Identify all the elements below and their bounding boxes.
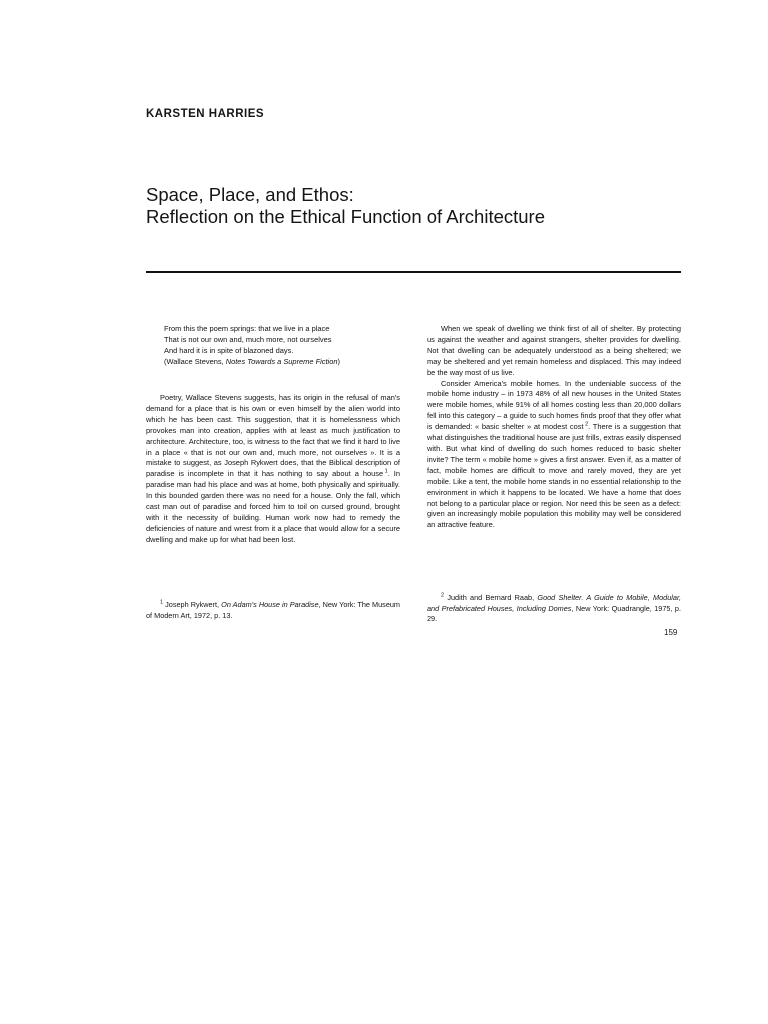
title-line-2: Reflection on the Ethical Function of Architecture	[146, 206, 545, 227]
footnote-reference: 1	[384, 468, 388, 475]
left-column-body	[146, 393, 400, 546]
footnote-2: $^2$ Judith and Bernard Raab, Good Shelter. A Guide to Mobile, Modular, and Prefabricated Houses, Including Domes, New York: Quadrangle, 1975, p. 29.	[427, 592, 682, 624]
footnote-reference: 2	[585, 421, 589, 428]
title-divider	[146, 271, 681, 273]
author-name: KARSTEN HARRIES	[146, 108, 265, 120]
body-paragraph: Consider America's mobile homes. In the undeniable success of the mobile home industry – in 1973 48% of all new houses in the United States were mobile homes, while 91% of all homes costing less than 20,000 dollars fell into this category – a guide to such homes finds proof that they offer what is demanded: « basic shelter » at modest cost $^2$. There is a suggestion that what distinguishes the traditional house are just frills, extras easily dispensed with. But what kind of dwelling do such homes reduced to basic shelter invite? The term « mobile home » gives a first answer. Even if, as a matter of fact, mobile homes are difficult to move and rarely moved, they are yet mobile. Like a tent, the mobile home stands in no essential relationship to the environment in which it happens to be located. We have a home that does not belong to a particular place or region. Nor need this be seen as a defect: given an increasingly mobile population this mobility may well be considered an attractive feature.	[427, 378, 681, 530]
epigraph-line: That is not our own and, much more, not ourselves	[164, 334, 332, 344]
right-column-body	[427, 324, 681, 531]
title-line-1: Space, Place, and Ethos:	[146, 184, 354, 205]
body-paragraph: When we speak of dwelling we think first of all of shelter. By protecting us against the weather and against strangers, shelter provides for dwelling. Not that dwelling can be adequately understood as a being sheltered; we may be sheltered and yet remain homeless and displaced. This may indeed be the way most of us live.	[427, 324, 681, 377]
footnote-number: 1	[160, 599, 164, 606]
epigraph-line: From this the poem springs: that we live in a place	[164, 324, 330, 333]
epigraph-line: And hard it is in spite of blazoned days.	[164, 345, 294, 355]
footnote-work-title: Good Shelter. A Guide to Mobile, Modular, and Prefabricated Houses, Including Domes	[427, 593, 681, 613]
epigraph	[164, 324, 400, 368]
epigraph-attribution: (Wallace Stevens, Notes Towards a Supreme Fiction)	[164, 356, 340, 366]
article-title	[146, 184, 706, 228]
footnote-number: 2	[441, 592, 445, 599]
epigraph-work-title: Notes Towards a Supreme Fiction	[225, 356, 338, 366]
body-paragraph: Poetry, Wallace Stevens suggests, has its origin in the refusal of man's demand for a place that is his own or even himself by the alien world into which he has been cast. This suggestion, that it is homelessness which provokes man into creation, applies with at least as much justification to architecture. Architecture, too, is witness to the fact that we find it hard to live in a place « that is not our own and, much more, not ourselves ». It is a mistake to suggest, as Joseph Rykwert does, that the Biblical description of paradise is incomplete in that it has nothing to say about a house $^1$. In paradise man had his place and was at home, both physically and spiritually. In this bounded garden there was no need for a house. Only the fall, which cast man out of paradise and forced him to toil on cursed ground, brought with it the necessity of building. Human work now had to remedy the deficiencies of nature and wrest from it a place that would allow for a secure dwelling and make up for what had been lost.	[146, 393, 400, 544]
page-number: 159	[664, 628, 678, 637]
footnote-1: $^1$ Joseph Rykwert, On Adam's House in Paradise, New York: The Museum of Modern Art, 1972, p. 13.	[146, 599, 401, 620]
epigraph-block	[146, 324, 400, 368]
footnote-work-title: On Adam's House in Paradise	[221, 600, 319, 609]
